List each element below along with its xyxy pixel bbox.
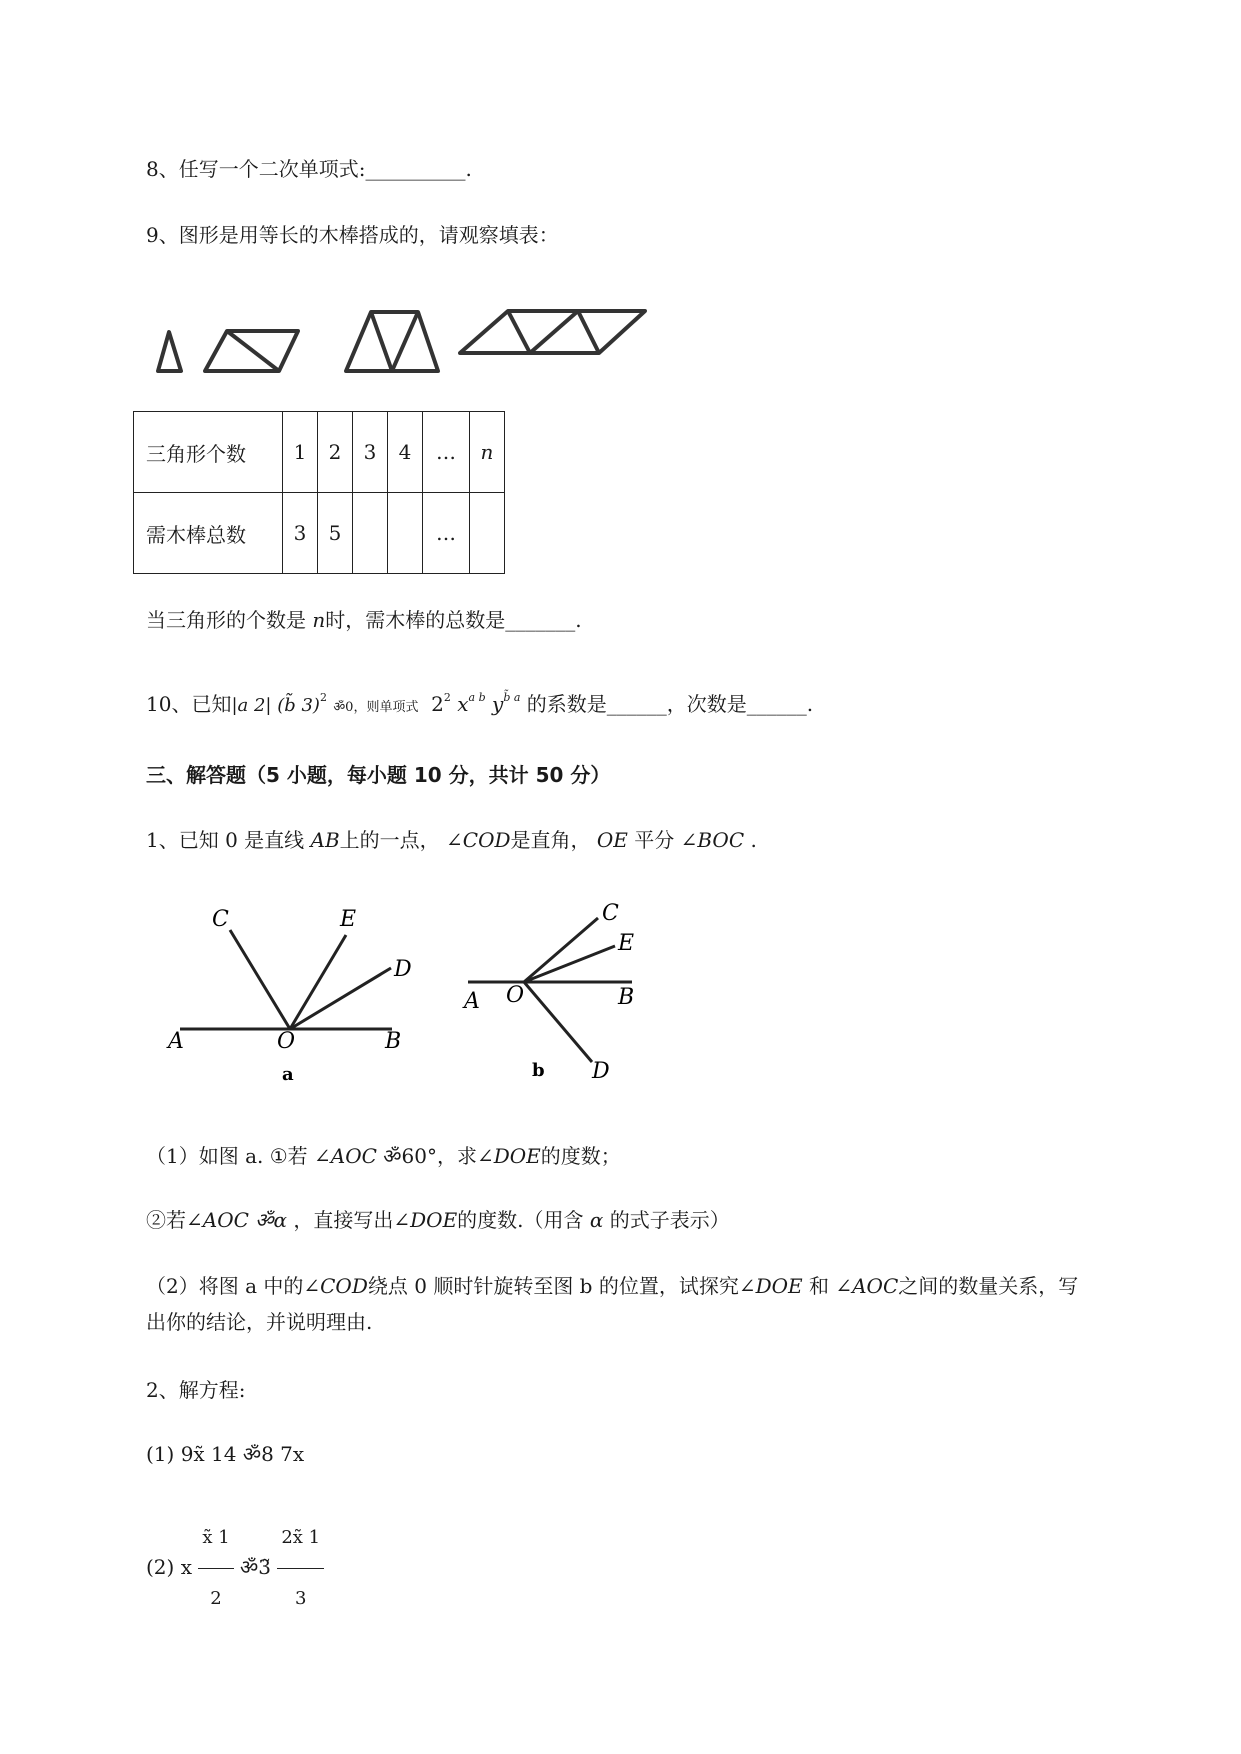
p1-sub1b-end: 的式子表示） [609, 1208, 730, 1232]
eq2-num1: x̃ 1 [198, 1508, 233, 1569]
table-cell [388, 493, 423, 574]
eq2-prefix: (2) x [146, 1555, 192, 1579]
q9-after-prefix: 当三角形的个数是 [146, 608, 306, 632]
table-row [134, 493, 505, 574]
p1-sub1b-mid: ，直接写出 [293, 1208, 394, 1232]
p1-sub2-angle-aoc: ∠AOC [835, 1274, 899, 1298]
q9-after-suffix: 时，需木棒的总数是_______. [325, 608, 582, 632]
fig-a-label-c: C [212, 907, 229, 932]
p1-sub1b-suffix: 的度数.（用含 [457, 1208, 584, 1232]
p1-sub1b [146, 1206, 730, 1234]
p1-sub1 [146, 1142, 621, 1170]
p1-sub1b-angle-aoc: ∠AOC [186, 1208, 249, 1232]
table-cell [353, 493, 388, 574]
table-cell: 5 [318, 493, 353, 574]
p1-sub2-suffix: 之间的数量关系，写 [898, 1274, 1079, 1298]
fig-b-label-e: E [618, 931, 635, 956]
table-cell: 1 [283, 412, 318, 493]
table-row [134, 412, 505, 493]
q8-text: 8、任写一个二次单项式: [146, 157, 366, 181]
p1-sub1b-alpha: α [589, 1208, 604, 1232]
q10-mono-sup: 2 [443, 691, 451, 704]
problem-2-title: 2、解方程: [146, 1378, 246, 1402]
fig-b-label-o: O [506, 983, 525, 1008]
fig-a-label-b: B [385, 1029, 402, 1054]
table-cell: 3 [353, 412, 388, 493]
p1-sub1-mid: ，求 [436, 1144, 477, 1168]
p1-mid2: 是直角， [510, 828, 591, 852]
row1-label: 三角形个数 [134, 412, 283, 493]
p1-line-ab: AB [310, 828, 340, 852]
p1-sub1-angle-aoc: ∠AOC [314, 1144, 377, 1168]
q10-expr-sup: 2 [319, 691, 327, 704]
fig-b-caption: b [532, 1060, 545, 1081]
p1-sub1-val: ॐ60° [383, 1144, 437, 1168]
q10-suffix: 的系数是______，次数是______. [526, 692, 814, 716]
eq2-fraction-1 [198, 1508, 233, 1629]
p1-sub1b-val: ॐα [255, 1208, 288, 1232]
p1-sub1b-prefix: ②若 [146, 1208, 186, 1232]
p1-sub2-and: 和 [809, 1274, 829, 1298]
q10-mono-coef: 2 [431, 692, 444, 716]
q10-expr-end: ॐ0，则单项式 [333, 700, 419, 715]
triangle-fig-2 [205, 331, 298, 371]
fig-b-label-a: A [464, 989, 480, 1014]
triangle-fig-4 [460, 311, 645, 353]
table-cell: … [423, 412, 470, 493]
p1-sub2-line2: 出你的结论，并说明理由. [146, 1310, 373, 1334]
question-10 [146, 684, 813, 722]
table-cell: 4 [388, 412, 423, 493]
p1-sub2-angle-cod: ∠COD [303, 1274, 368, 1298]
triangle-figures [0, 0, 1241, 420]
q10-mono-x: x [457, 692, 469, 716]
fig-a-caption: a [282, 1064, 294, 1085]
q10-expr: |a 2| (b̃ 3) [231, 695, 320, 716]
section-3-title: 三、解答题（5 小题，每小题 10 分，共计 50 分） [146, 763, 611, 787]
figure-a [0, 880, 460, 1100]
problem-1 [146, 826, 757, 854]
p1-sub1-angle-doe: ∠DOE [476, 1144, 541, 1168]
eq2-mid: ॐ3̃ [240, 1555, 271, 1579]
eq2-den1: 2 [210, 1588, 222, 1609]
eq2-num2: 2x̃ 1 [277, 1508, 324, 1569]
fig-a-label-a: A [168, 1029, 184, 1054]
figure-b [440, 880, 700, 1100]
fig-b-label-b: B [618, 985, 635, 1010]
p1-sub1-prefix: （1）如图 a. ①若 [146, 1144, 308, 1168]
sticks-table [133, 411, 505, 574]
p1-prefix: 1、已知 0 是直线 [146, 828, 305, 852]
table-cell [470, 493, 505, 574]
p1-sub2-line1 [146, 1272, 1078, 1300]
table-cell: … [423, 493, 470, 574]
table-cell: n [470, 412, 505, 493]
p1-sub2-mid: 绕点 0 顺时针旋转至图 b 的位置，试探究 [367, 1274, 739, 1298]
p1-end: . [750, 828, 757, 852]
fig-a-label-o: O [277, 1029, 296, 1054]
q9-var-n: n [312, 608, 326, 632]
q10-mono-x-sup: a b [468, 691, 486, 704]
p1-angle-boc: ∠BOC [680, 828, 745, 852]
equation-1: (1) 9x̃ 14 ॐ8 7x [146, 1442, 305, 1466]
equation-2 [146, 1508, 324, 1629]
eq2-den2: 3 [295, 1588, 307, 1609]
p1-angle-cod: ∠COD [446, 828, 511, 852]
p1-sub2-prefix: （2）将图 a 中的 [146, 1274, 304, 1298]
fig-a-label-e: E [340, 907, 357, 932]
p1-mid1: 上的一点， [339, 828, 440, 852]
triangle-fig-3 [346, 312, 438, 371]
q10-mono-y-sup: b̃ a [503, 691, 521, 704]
q10-prefix: 10、已知 [146, 692, 232, 716]
question-9: 9、图形是用等长的木棒搭成的，请观察填表： [146, 223, 559, 247]
fig-b-label-d: D [592, 1059, 610, 1084]
triangle-fig-1 [158, 332, 181, 371]
q8-blank: __________. [365, 157, 472, 181]
row2-label: 需木棒总数 [134, 493, 283, 574]
fig-b-label-c: C [602, 901, 619, 926]
p1-sub1-suffix: 的度数； [540, 1144, 621, 1168]
q10-mono-y: y [492, 692, 504, 716]
table-cell: 3 [283, 493, 318, 574]
table-cell: 2 [318, 412, 353, 493]
fig-a-label-d: D [394, 957, 412, 982]
p1-ray-oe: OE [596, 828, 628, 852]
p1-mid3: 平分 [634, 828, 675, 852]
q9-followup [146, 606, 582, 634]
p1-sub2-angle-doe: ∠DOE [738, 1274, 803, 1298]
p1-sub1b-angle-doe: ∠DOE [393, 1208, 458, 1232]
eq2-fraction-2 [277, 1508, 324, 1629]
